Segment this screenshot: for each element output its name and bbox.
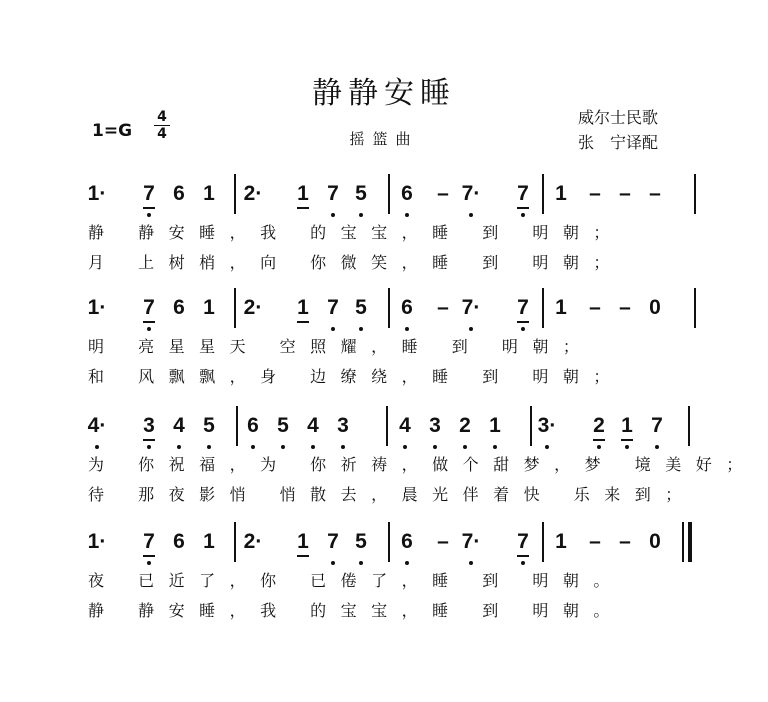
note: 7· (461, 296, 481, 319)
lyric-text: 和 风飘飘，身 边缭绕，睡 到 明朝； (88, 367, 624, 386)
bar-line (388, 522, 390, 562)
note: 4 (394, 414, 416, 438)
note: – (619, 182, 631, 205)
note: – (619, 296, 631, 319)
bar-line (388, 288, 390, 328)
note: 4 (302, 414, 324, 438)
lyric-text: 明 亮星星天 空照耀，睡 到 明朝； (88, 337, 594, 356)
note: 5 (350, 296, 372, 320)
bar-line (542, 522, 544, 562)
note: 7 (322, 530, 344, 554)
note: 1 (484, 414, 506, 438)
bar-line (694, 174, 696, 214)
lyric-text: 为 你祝福，为 你祈祷，做个甜梦，梦 境美好； (88, 455, 757, 474)
lyric-line (88, 334, 593, 357)
note: 2 (454, 414, 476, 438)
note: 3· (537, 414, 557, 437)
arranger-credit: 张 宁译配 (578, 133, 659, 152)
note: 7· (461, 530, 481, 553)
note: 1 (203, 182, 215, 205)
note: 5 (272, 414, 294, 438)
note: 6 (173, 530, 185, 553)
lyric-line (88, 598, 624, 621)
note: 1· (87, 182, 107, 205)
note: 5 (350, 530, 372, 554)
note: – (437, 296, 449, 319)
music-system (0, 402, 768, 522)
note: 3 (424, 414, 446, 438)
key-signature: 1=G (92, 121, 133, 141)
note: 1 (555, 530, 567, 553)
lyric-line (88, 250, 624, 273)
note: – (589, 296, 601, 319)
bar-line (388, 174, 390, 214)
note: 4 (168, 414, 190, 438)
origin-credit: 威尔士民歌 (578, 108, 659, 127)
note: 3 (332, 414, 354, 438)
note: 7 (138, 530, 160, 554)
bar-line (542, 174, 544, 214)
bar-line (234, 288, 236, 328)
note: 6 (396, 296, 418, 320)
lyric-line (88, 452, 757, 475)
time-signature-bottom: 4 (157, 126, 167, 142)
note: 4· (87, 414, 107, 437)
note: 3 (138, 414, 160, 438)
note: 7 (512, 530, 534, 554)
time-signature-top: 4 (157, 109, 167, 125)
bar-line (694, 288, 696, 328)
note: 1 (292, 530, 314, 554)
bar-line (530, 406, 532, 446)
note: 1 (203, 530, 215, 553)
bar-line (542, 288, 544, 328)
note: 1· (87, 530, 107, 553)
note: 7 (512, 296, 534, 320)
note: 6 (396, 182, 418, 206)
note: 7 (646, 414, 668, 438)
lyric-line (88, 482, 696, 505)
note: 1 (616, 414, 638, 438)
bar-line (234, 174, 236, 214)
note: 7 (138, 296, 160, 320)
lyric-text: 夜 已近了，你 已倦了，睡 到 明朝。 (88, 571, 624, 590)
note: 1 (555, 182, 567, 205)
note: 1· (87, 296, 107, 319)
note: 5 (350, 182, 372, 206)
lyric-text: 静 静安睡，我 的宝宝，睡 到 明朝。 (88, 601, 624, 620)
final-bar-line (682, 522, 684, 562)
note: 7· (461, 182, 481, 205)
bar-line (386, 406, 388, 446)
lyric-text: 待 那夜影悄 悄散去，晨光伴着快 乐来到； (88, 485, 696, 504)
note: 2 (588, 414, 610, 438)
note: 0 (649, 530, 661, 553)
note: 6 (396, 530, 418, 554)
bar-line (236, 406, 238, 446)
music-system (0, 518, 768, 638)
note: 2· (243, 182, 263, 205)
note: 1 (555, 296, 567, 319)
note: 2· (243, 296, 263, 319)
time-signature (152, 110, 172, 141)
note: 7 (322, 182, 344, 206)
note: 6 (173, 296, 185, 319)
lyric-text: 月 上树梢，向 你微笑，睡 到 明朝； (88, 253, 624, 272)
bar-line (688, 406, 690, 446)
note: 6 (242, 414, 264, 438)
lyric-line (88, 568, 624, 591)
song-subtitle: 摇篮曲 (349, 130, 419, 148)
note: 7 (512, 182, 534, 206)
note: 7 (322, 296, 344, 320)
note: 0 (649, 296, 661, 319)
note: 1 (203, 296, 215, 319)
note: – (589, 530, 601, 553)
note: – (589, 182, 601, 205)
note: 1 (292, 182, 314, 206)
note: 1 (292, 296, 314, 320)
note: 7 (138, 182, 160, 206)
song-title: 静静安睡 (312, 76, 456, 111)
music-system (0, 284, 768, 404)
note: – (649, 182, 661, 205)
lyric-line (88, 220, 624, 243)
note: 6 (173, 182, 185, 205)
note: – (437, 530, 449, 553)
lyric-line (88, 364, 624, 387)
bar-line (234, 522, 236, 562)
note: 5 (198, 414, 220, 438)
note: – (619, 530, 631, 553)
lyric-text: 静 静安睡，我 的宝宝，睡 到 明朝； (88, 223, 624, 242)
note: 2· (243, 530, 263, 553)
music-system (0, 170, 768, 290)
note: – (437, 182, 449, 205)
